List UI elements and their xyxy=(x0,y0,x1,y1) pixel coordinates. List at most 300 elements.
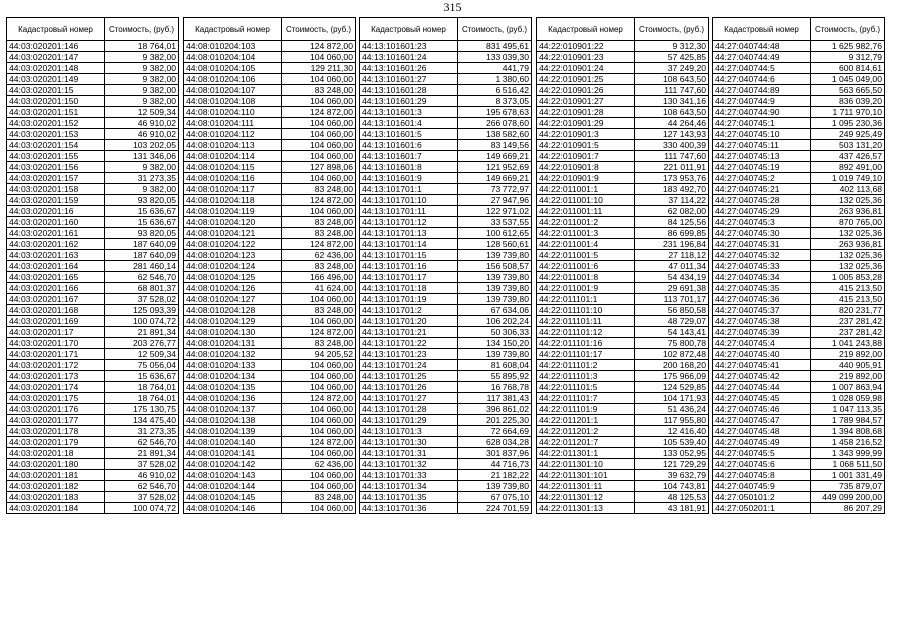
cost-cell: 122 971,02 xyxy=(458,206,532,217)
cost-cell: 195 678,63 xyxy=(458,107,532,118)
cost-cell: 224 701,59 xyxy=(458,503,532,514)
cadastral-number-cell: 44:08:010204:105 xyxy=(184,63,282,74)
cadastral-number-cell: 44:27:040744:6 xyxy=(713,74,811,85)
cost-cell: 104 060,00 xyxy=(282,426,356,437)
cadastral-number-cell: 44:03:020201:184 xyxy=(7,503,105,514)
cadastral-number-cell: 44:27:040745:4 xyxy=(713,338,811,349)
cadastral-number-cell: 44:22:011101:1 xyxy=(537,294,635,305)
cost-cell: 106 202,24 xyxy=(458,316,532,327)
table-row xyxy=(713,459,885,470)
table-row xyxy=(360,239,532,250)
table-row xyxy=(713,338,885,349)
cadastral-number-cell: 44:13:101601:29 xyxy=(360,96,458,107)
cadastral-number-cell: 44:27:040744:9 xyxy=(713,96,811,107)
cadastral-number-cell: 44:13:101701:34 xyxy=(360,481,458,492)
header-cadastral-number: Кадастровый номер xyxy=(7,18,105,41)
table-row xyxy=(7,239,179,250)
cost-cell: 132 025,36 xyxy=(811,250,885,261)
cadastral-number-cell: 44:08:010204:133 xyxy=(184,360,282,371)
cost-cell: 870 765,00 xyxy=(811,217,885,228)
cost-cell: 51 436,24 xyxy=(635,404,709,415)
table-row xyxy=(537,481,709,492)
cadastral-number-cell: 44:22:011101:3 xyxy=(537,371,635,382)
cost-cell: 124 872,00 xyxy=(282,41,356,52)
table-row xyxy=(360,305,532,316)
cost-cell: 1 068 511,50 xyxy=(811,459,885,470)
cost-cell: 127 898,06 xyxy=(282,162,356,173)
cadastral-number-cell: 44:22:010901:25 xyxy=(537,74,635,85)
cost-cell: 103 202,05 xyxy=(105,140,179,151)
cost-cell: 1 007 863,94 xyxy=(811,382,885,393)
table-row xyxy=(713,481,885,492)
cadastral-number-cell: 44:03:020201:164 xyxy=(7,261,105,272)
cadastral-number-cell: 44:22:011101:12 xyxy=(537,327,635,338)
table-row xyxy=(360,261,532,272)
cost-cell: 29 691,38 xyxy=(635,283,709,294)
table-row xyxy=(713,294,885,305)
table-row xyxy=(537,492,709,503)
table-row xyxy=(360,382,532,393)
cost-cell: 104 060,00 xyxy=(282,74,356,85)
cadastral-number-cell: 44:22:011001:6 xyxy=(537,261,635,272)
cost-cell: 124 872,00 xyxy=(282,393,356,404)
page-number: 315 xyxy=(443,0,462,14)
table-row xyxy=(360,129,532,140)
cost-cell: 449 099 200,00 xyxy=(811,492,885,503)
cadastral-number-cell: 44:27:040745:29 xyxy=(713,206,811,217)
table-row xyxy=(360,272,532,283)
cost-cell: 44 264,46 xyxy=(635,118,709,129)
cadastral-number-cell: 44:03:020201:160 xyxy=(7,217,105,228)
table-row xyxy=(184,327,356,338)
header-cost: Стоимость, (руб.) xyxy=(458,18,532,41)
table-row xyxy=(360,349,532,360)
table-row xyxy=(360,371,532,382)
table-row xyxy=(360,470,532,481)
cost-cell: 1 028 059,98 xyxy=(811,393,885,404)
cadastral-number-cell: 44:03:020201:149 xyxy=(7,74,105,85)
cost-cell: 129 211,30 xyxy=(282,63,356,74)
cost-cell: 104 060,00 xyxy=(282,52,356,63)
cadastral-number-cell: 44:22:011001:10 xyxy=(537,195,635,206)
cost-cell: 9 382,00 xyxy=(105,85,179,96)
table-row xyxy=(184,173,356,184)
table-row xyxy=(7,107,179,118)
cadastral-number-cell: 44:13:101701:13 xyxy=(360,228,458,239)
table-row xyxy=(7,96,179,107)
cadastral-number-cell: 44:27:040745:40 xyxy=(713,349,811,360)
table-row xyxy=(537,470,709,481)
table-row xyxy=(537,426,709,437)
cadastral-number-cell: 44:13:101601:26 xyxy=(360,63,458,74)
table-row xyxy=(184,338,356,349)
cost-cell: 83 248,00 xyxy=(282,338,356,349)
cost-cell: 219 892,00 xyxy=(811,349,885,360)
table-row xyxy=(360,217,532,228)
table-row xyxy=(360,503,532,514)
cost-cell: 187 640,09 xyxy=(105,250,179,261)
cadastral-number-cell: 44:27:040745:31 xyxy=(713,239,811,250)
cost-cell: 104 060,00 xyxy=(282,140,356,151)
cadastral-number-cell: 44:22:010901:28 xyxy=(537,107,635,118)
table-row xyxy=(713,261,885,272)
cost-cell: 820 231,77 xyxy=(811,305,885,316)
cost-cell: 37 528,02 xyxy=(105,492,179,503)
cadastral-number-cell: 44:13:101701:18 xyxy=(360,283,458,294)
cadastral-number-cell: 44:03:020201:163 xyxy=(7,250,105,261)
header-cadastral-number: Кадастровый номер xyxy=(537,18,635,41)
cost-cell: 75 056,04 xyxy=(105,360,179,371)
cadastral-number-cell: 44:08:010204:126 xyxy=(184,283,282,294)
table-row xyxy=(7,250,179,261)
cadastral-number-cell: 44:13:101601:5 xyxy=(360,129,458,140)
cadastral-number-cell: 44:13:101601:9 xyxy=(360,173,458,184)
table-row xyxy=(360,415,532,426)
cost-cell: 33 537,55 xyxy=(458,217,532,228)
cost-cell: 67 634,06 xyxy=(458,305,532,316)
table-row xyxy=(184,261,356,272)
cadastral-number-cell: 44:13:101701:1 xyxy=(360,184,458,195)
cadastral-number-cell: 44:08:010204:110 xyxy=(184,107,282,118)
cost-cell: 237 281,42 xyxy=(811,327,885,338)
cost-cell: 84 125,56 xyxy=(635,217,709,228)
table-row xyxy=(360,162,532,173)
cadastral-number-cell: 44:27:040745:30 xyxy=(713,228,811,239)
cost-cell: 9 382,00 xyxy=(105,162,179,173)
table-row xyxy=(537,118,709,129)
table-row xyxy=(713,492,885,503)
cadastral-number-cell: 44:08:010204:136 xyxy=(184,393,282,404)
table-row xyxy=(360,250,532,261)
cadastral-number-cell: 44:08:010204:106 xyxy=(184,74,282,85)
cost-cell: 175 130,75 xyxy=(105,404,179,415)
table-row xyxy=(537,41,709,52)
table-row xyxy=(537,360,709,371)
cadastral-number-cell: 44:27:040745:44 xyxy=(713,382,811,393)
cost-cell: 93 820,05 xyxy=(105,195,179,206)
table-row xyxy=(360,448,532,459)
cost-cell: 41 624,00 xyxy=(282,283,356,294)
cost-cell: 1 001 331,49 xyxy=(811,470,885,481)
cost-cell: 1 005 853,28 xyxy=(811,272,885,283)
cost-cell: 104 060,00 xyxy=(282,118,356,129)
table-row xyxy=(537,382,709,393)
table-row xyxy=(7,85,179,96)
table-row xyxy=(537,349,709,360)
table-row xyxy=(184,349,356,360)
table-row xyxy=(184,481,356,492)
cost-cell: 1 045 049,00 xyxy=(811,74,885,85)
header-cadastral-number: Кадастровый номер xyxy=(713,18,811,41)
cost-cell: 83 248,00 xyxy=(282,217,356,228)
cost-cell: 48 729,07 xyxy=(635,316,709,327)
table-row xyxy=(7,470,179,481)
cadastral-number-cell: 44:22:010901:3 xyxy=(537,129,635,140)
table-row xyxy=(360,74,532,85)
cost-cell: 1 458 216,52 xyxy=(811,437,885,448)
cost-cell: 67 075,10 xyxy=(458,492,532,503)
cost-cell: 31 273,35 xyxy=(105,173,179,184)
table-row xyxy=(7,437,179,448)
cost-cell: 9 382,00 xyxy=(105,52,179,63)
table-row xyxy=(713,382,885,393)
cost-cell: 62 436,00 xyxy=(282,250,356,261)
cadastral-number-cell: 44:08:010204:108 xyxy=(184,96,282,107)
cost-cell: 111 747,60 xyxy=(635,151,709,162)
cost-cell: 108 643,50 xyxy=(635,74,709,85)
cost-cell: 104 060,00 xyxy=(282,173,356,184)
cadastral-number-cell: 44:27:040745:45 xyxy=(713,393,811,404)
cost-cell: 139 739,80 xyxy=(458,349,532,360)
cadastral-number-cell: 44:13:101701:20 xyxy=(360,316,458,327)
table-row xyxy=(360,85,532,96)
cadastral-number-cell: 44:03:020201:161 xyxy=(7,228,105,239)
cadastral-number-cell: 44:22:011201:7 xyxy=(537,437,635,448)
cost-cell: 111 747,60 xyxy=(635,85,709,96)
cadastral-number-cell: 44:13:101601:23 xyxy=(360,41,458,52)
cost-cell: 124 872,00 xyxy=(282,437,356,448)
table-row xyxy=(537,294,709,305)
cost-cell: 104 060,00 xyxy=(282,470,356,481)
table-row xyxy=(7,129,179,140)
cadastral-number-cell: 44:13:101701:29 xyxy=(360,415,458,426)
table-row xyxy=(713,217,885,228)
table-row xyxy=(537,74,709,85)
table-row xyxy=(713,140,885,151)
table-row xyxy=(7,327,179,338)
cost-cell: 149 669,21 xyxy=(458,151,532,162)
table-row xyxy=(360,118,532,129)
cadastral-number-cell: 44:22:011101:17 xyxy=(537,349,635,360)
cadastral-number-cell: 44:03:020201:176 xyxy=(7,404,105,415)
cadastral-number-cell: 44:08:010204:104 xyxy=(184,52,282,63)
cadastral-table xyxy=(712,17,885,514)
cost-cell: 81 608,04 xyxy=(458,360,532,371)
table-row xyxy=(7,404,179,415)
cost-cell: 54 434,19 xyxy=(635,272,709,283)
cadastral-number-cell: 44:27:040745:21 xyxy=(713,184,811,195)
cadastral-number-cell: 44:03:020201:153 xyxy=(7,129,105,140)
table-row xyxy=(184,63,356,74)
table-header-row xyxy=(7,18,179,41)
table-row xyxy=(713,151,885,162)
table-row xyxy=(537,52,709,63)
cost-cell: 1 789 984,57 xyxy=(811,415,885,426)
table-row xyxy=(713,74,885,85)
cost-cell: 73 772,97 xyxy=(458,184,532,195)
cadastral-number-cell: 44:27:040745:11 xyxy=(713,140,811,151)
cost-cell: 221 011,91 xyxy=(635,162,709,173)
table-row xyxy=(184,118,356,129)
table-row xyxy=(713,173,885,184)
cost-cell: 237 281,42 xyxy=(811,316,885,327)
cadastral-number-cell: 44:13:101701:30 xyxy=(360,437,458,448)
table-row xyxy=(713,404,885,415)
table-row xyxy=(360,140,532,151)
cadastral-number-cell: 44:08:010204:131 xyxy=(184,338,282,349)
cost-cell: 132 025,36 xyxy=(811,195,885,206)
cadastral-number-cell: 44:22:011001:5 xyxy=(537,250,635,261)
cost-cell: 503 131,20 xyxy=(811,140,885,151)
cost-cell: 134 475,40 xyxy=(105,415,179,426)
table-row xyxy=(360,316,532,327)
table-row xyxy=(537,393,709,404)
cost-cell: 104 060,00 xyxy=(282,404,356,415)
cadastral-number-cell: 44:27:040745:36 xyxy=(713,294,811,305)
cost-cell: 127 143,93 xyxy=(635,129,709,140)
cadastral-number-cell: 44:13:101601:6 xyxy=(360,140,458,151)
table-row xyxy=(7,426,179,437)
cadastral-number-cell: 44:22:011201:2 xyxy=(537,426,635,437)
cadastral-number-cell: 44:08:010204:128 xyxy=(184,305,282,316)
cost-cell: 21 891,34 xyxy=(105,327,179,338)
cadastral-number-cell: 44:22:010901:22 xyxy=(537,41,635,52)
table-row xyxy=(537,305,709,316)
cost-cell: 57 425,85 xyxy=(635,52,709,63)
cadastral-number-cell: 44:03:020201:175 xyxy=(7,393,105,404)
cadastral-table xyxy=(359,17,532,514)
cost-cell: 21 891,34 xyxy=(105,448,179,459)
table-header-row xyxy=(184,18,356,41)
cadastral-number-cell: 44:22:011001:9 xyxy=(537,283,635,294)
cost-cell: 139 739,80 xyxy=(458,283,532,294)
table-row xyxy=(184,371,356,382)
cadastral-number-cell: 44:03:020201:162 xyxy=(7,239,105,250)
cost-cell: 18 764,01 xyxy=(105,393,179,404)
cadastral-number-cell: 44:13:101701:2 xyxy=(360,305,458,316)
cadastral-number-cell: 44:22:011001:3 xyxy=(537,228,635,239)
table-row xyxy=(7,393,179,404)
table-row xyxy=(713,470,885,481)
cost-cell: 104 060,00 xyxy=(282,382,356,393)
cadastral-number-cell: 44:03:020201:169 xyxy=(7,316,105,327)
table-row xyxy=(7,272,179,283)
cost-cell: 27 947,96 xyxy=(458,195,532,206)
cadastral-number-cell: 44:03:020201:171 xyxy=(7,349,105,360)
cost-cell: 6 516,42 xyxy=(458,85,532,96)
cadastral-number-cell: 44:27:050201:1 xyxy=(713,503,811,514)
table-row xyxy=(7,74,179,85)
table-row xyxy=(537,96,709,107)
cadastral-number-cell: 44:22:010901:8 xyxy=(537,162,635,173)
cost-cell: 102 872,48 xyxy=(635,349,709,360)
cost-cell: 47 011,34 xyxy=(635,261,709,272)
table-row xyxy=(7,206,179,217)
cost-cell: 83 248,00 xyxy=(282,261,356,272)
table-row xyxy=(184,217,356,228)
cost-cell: 104 060,00 xyxy=(282,415,356,426)
table-row xyxy=(184,151,356,162)
table-row xyxy=(360,107,532,118)
cost-cell: 75 800,78 xyxy=(635,338,709,349)
table-row xyxy=(7,261,179,272)
table-row xyxy=(713,162,885,173)
cadastral-number-cell: 44:03:020201:170 xyxy=(7,338,105,349)
cost-cell: 39 632,79 xyxy=(635,470,709,481)
cadastral-number-cell: 44:13:101701:22 xyxy=(360,338,458,349)
table-row xyxy=(184,206,356,217)
table-row xyxy=(537,415,709,426)
cost-cell: 396 861,02 xyxy=(458,404,532,415)
cost-cell: 139 739,80 xyxy=(458,272,532,283)
cost-cell: 86 207,29 xyxy=(811,503,885,514)
cadastral-number-cell: 44:03:020201:165 xyxy=(7,272,105,283)
cadastral-number-cell: 44:13:101701:11 xyxy=(360,206,458,217)
cadastral-number-cell: 44:22:011001:11 xyxy=(537,206,635,217)
cost-cell: 9 382,00 xyxy=(105,74,179,85)
cost-cell: 86 699,85 xyxy=(635,228,709,239)
cost-cell: 134 150,20 xyxy=(458,338,532,349)
cost-cell: 46 910,02 xyxy=(105,129,179,140)
cost-cell: 415 213,50 xyxy=(811,283,885,294)
cadastral-number-cell: 44:13:101701:17 xyxy=(360,272,458,283)
cost-cell: 104 060,00 xyxy=(282,448,356,459)
cadastral-number-cell: 44:03:020201:158 xyxy=(7,184,105,195)
table-row xyxy=(7,217,179,228)
cost-cell: 219 892,00 xyxy=(811,371,885,382)
cost-cell: 62 436,00 xyxy=(282,459,356,470)
cadastral-number-cell: 44:03:020201:166 xyxy=(7,283,105,294)
cadastral-number-cell: 44:27:040745:1 xyxy=(713,118,811,129)
table-row xyxy=(184,470,356,481)
cadastral-number-cell: 44:08:010204:122 xyxy=(184,239,282,250)
table-row xyxy=(713,107,885,118)
cost-cell: 231 196,84 xyxy=(635,239,709,250)
table-row xyxy=(184,283,356,294)
cost-cell: 105 539,40 xyxy=(635,437,709,448)
cost-cell: 12 509,34 xyxy=(105,349,179,360)
table-row xyxy=(537,228,709,239)
table-row xyxy=(360,52,532,63)
cadastral-number-cell: 44:22:011101:10 xyxy=(537,305,635,316)
table-row xyxy=(537,404,709,415)
table-row xyxy=(7,305,179,316)
cadastral-number-cell: 44:27:040745:13 xyxy=(713,151,811,162)
cost-cell: 50 306,33 xyxy=(458,327,532,338)
cadastral-number-cell: 44:22:011301:101 xyxy=(537,470,635,481)
table-row xyxy=(713,272,885,283)
header-cadastral-number: Кадастровый номер xyxy=(184,18,282,41)
cost-cell: 563 665,50 xyxy=(811,85,885,96)
cadastral-number-cell: 44:22:011301:11 xyxy=(537,481,635,492)
cost-cell: 62 546,70 xyxy=(105,481,179,492)
cost-cell: 18 764,01 xyxy=(105,41,179,52)
cost-cell: 15 636,67 xyxy=(105,371,179,382)
table-row xyxy=(7,118,179,129)
cadastral-number-cell: 44:27:040745:10 xyxy=(713,129,811,140)
cost-cell: 46 910,02 xyxy=(105,470,179,481)
table-row xyxy=(184,294,356,305)
table-row xyxy=(184,415,356,426)
cadastral-number-cell: 44:03:020201:152 xyxy=(7,118,105,129)
table-row xyxy=(360,228,532,239)
cost-cell: 402 113,68 xyxy=(811,184,885,195)
table-row xyxy=(184,448,356,459)
cost-cell: 108 643,50 xyxy=(635,107,709,118)
table-row xyxy=(184,129,356,140)
table-row xyxy=(537,283,709,294)
table-row xyxy=(184,195,356,206)
cost-cell: 1 380,60 xyxy=(458,74,532,85)
cost-cell: 130 341,16 xyxy=(635,96,709,107)
cost-cell: 104 171,93 xyxy=(635,393,709,404)
cadastral-number-cell: 44:13:101701:25 xyxy=(360,371,458,382)
cost-cell: 1 343 999,99 xyxy=(811,448,885,459)
cost-cell: 131 346,06 xyxy=(105,151,179,162)
table-header-row xyxy=(537,18,709,41)
cost-cell: 139 739,80 xyxy=(458,481,532,492)
cadastral-number-cell: 44:13:101601:24 xyxy=(360,52,458,63)
